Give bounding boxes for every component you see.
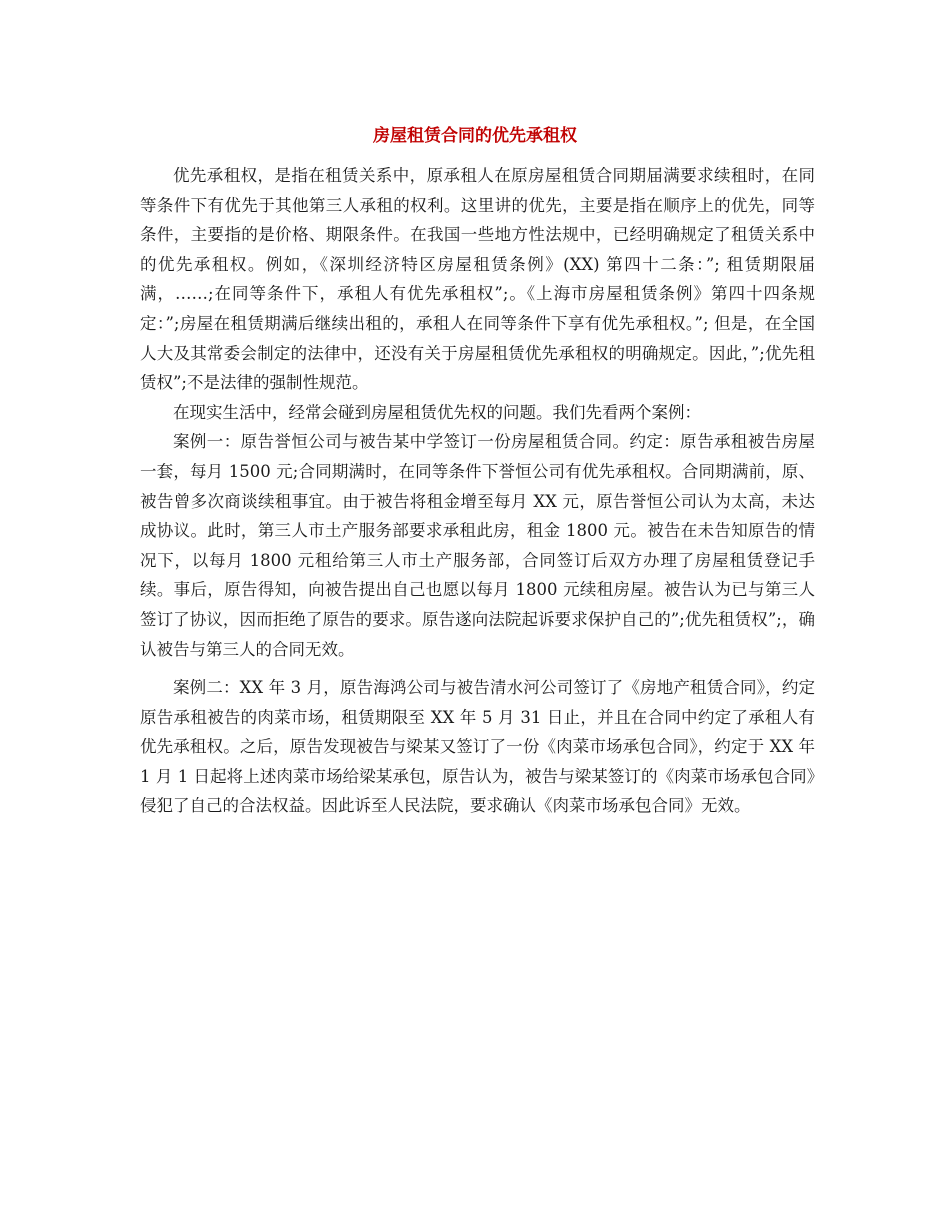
paragraph-definition: 优先承租权，是指在租赁关系中，原承租人在原房屋租赁合同期届满要求续租时，在同等条件下有优先于其他第三人承租的权利。这里讲的优先，主要是指在顺序上的优先，同等条件，主要指的是价格、期限条件。在我国一些地方性法规中，已经明确规定了租赁关系中的优先承租权。例如，《深圳经济特区房屋租赁条例》(XX) 第四十二条：”; 租赁期限届满，……;在同等条件下，承租人有优先承租权”;。《上海市房屋租赁条例》第四十四条规定：”;房屋在租赁期满后继续出租的，承租人在同等条件下享有优先承租权。”; 但是，在全国人大及其常委会制定的法律中，还没有关于房屋租赁优先承租权的明确规定。因此，”;优先租赁权”;不是法律的强制性规范。 (140, 166, 815, 393)
paragraph-case-one: 案例一：原告誉恒公司与被告某中学签订一份房屋租赁合同。约定：原告承租被告房屋一套，每月 1500 元;合同期满时，在同等条件下誉恒公司有优先承租权。合同期满前，原、被告曾多次商谈续租事宜。由于被告将租金增至每月 XX 元，原告誉恒公司认为太高，未达成协议。此时，第三人市土产服务部要求承租此房，租金 1800 元。被告在未告知原告的情况下，以每月 1800 元租给第三人市土产服务部，合同签订后双方办理了房屋租赁登记手续。事后，原告得知，向被告提出自己也愿以每月 1800 元续租房屋。被告认为已与第三人签订了协议，因而拒绝了原告的要求。原告遂向法院起诉要求保护自己的”;优先租赁权”;，确认被告与第三人的合同无效。 (140, 432, 815, 659)
document-title: 房屋租赁合同的优先承租权 (373, 126, 577, 146)
paragraph-intro-cases: 在现实生活中，经常会碰到房屋租赁优先权的问题。我们先看两个案例： (173, 402, 701, 422)
paragraph-case-two: 案例二：XX 年 3 月，原告海鸿公司与被告清水河公司签订了《房地产租赁合同》，约定原告承租被告的肉菜市场，租赁期限至 XX 年 5 月 31 日止，并且在合同中约定了承租人有优先承租权。之后，原告发现被告与梁某又签订了一份《肉菜市场承包合同》，约定于 XX 年 1 月 1 日起将上述肉菜市场给梁某承包，原告认为，被告与梁某签订的《肉菜市场承包合同》侵犯了自己的合法权益。因此诉至人民法院，要求确认《肉菜市场承包合同》无效。 (140, 678, 815, 816)
document-body (140, 161, 815, 821)
